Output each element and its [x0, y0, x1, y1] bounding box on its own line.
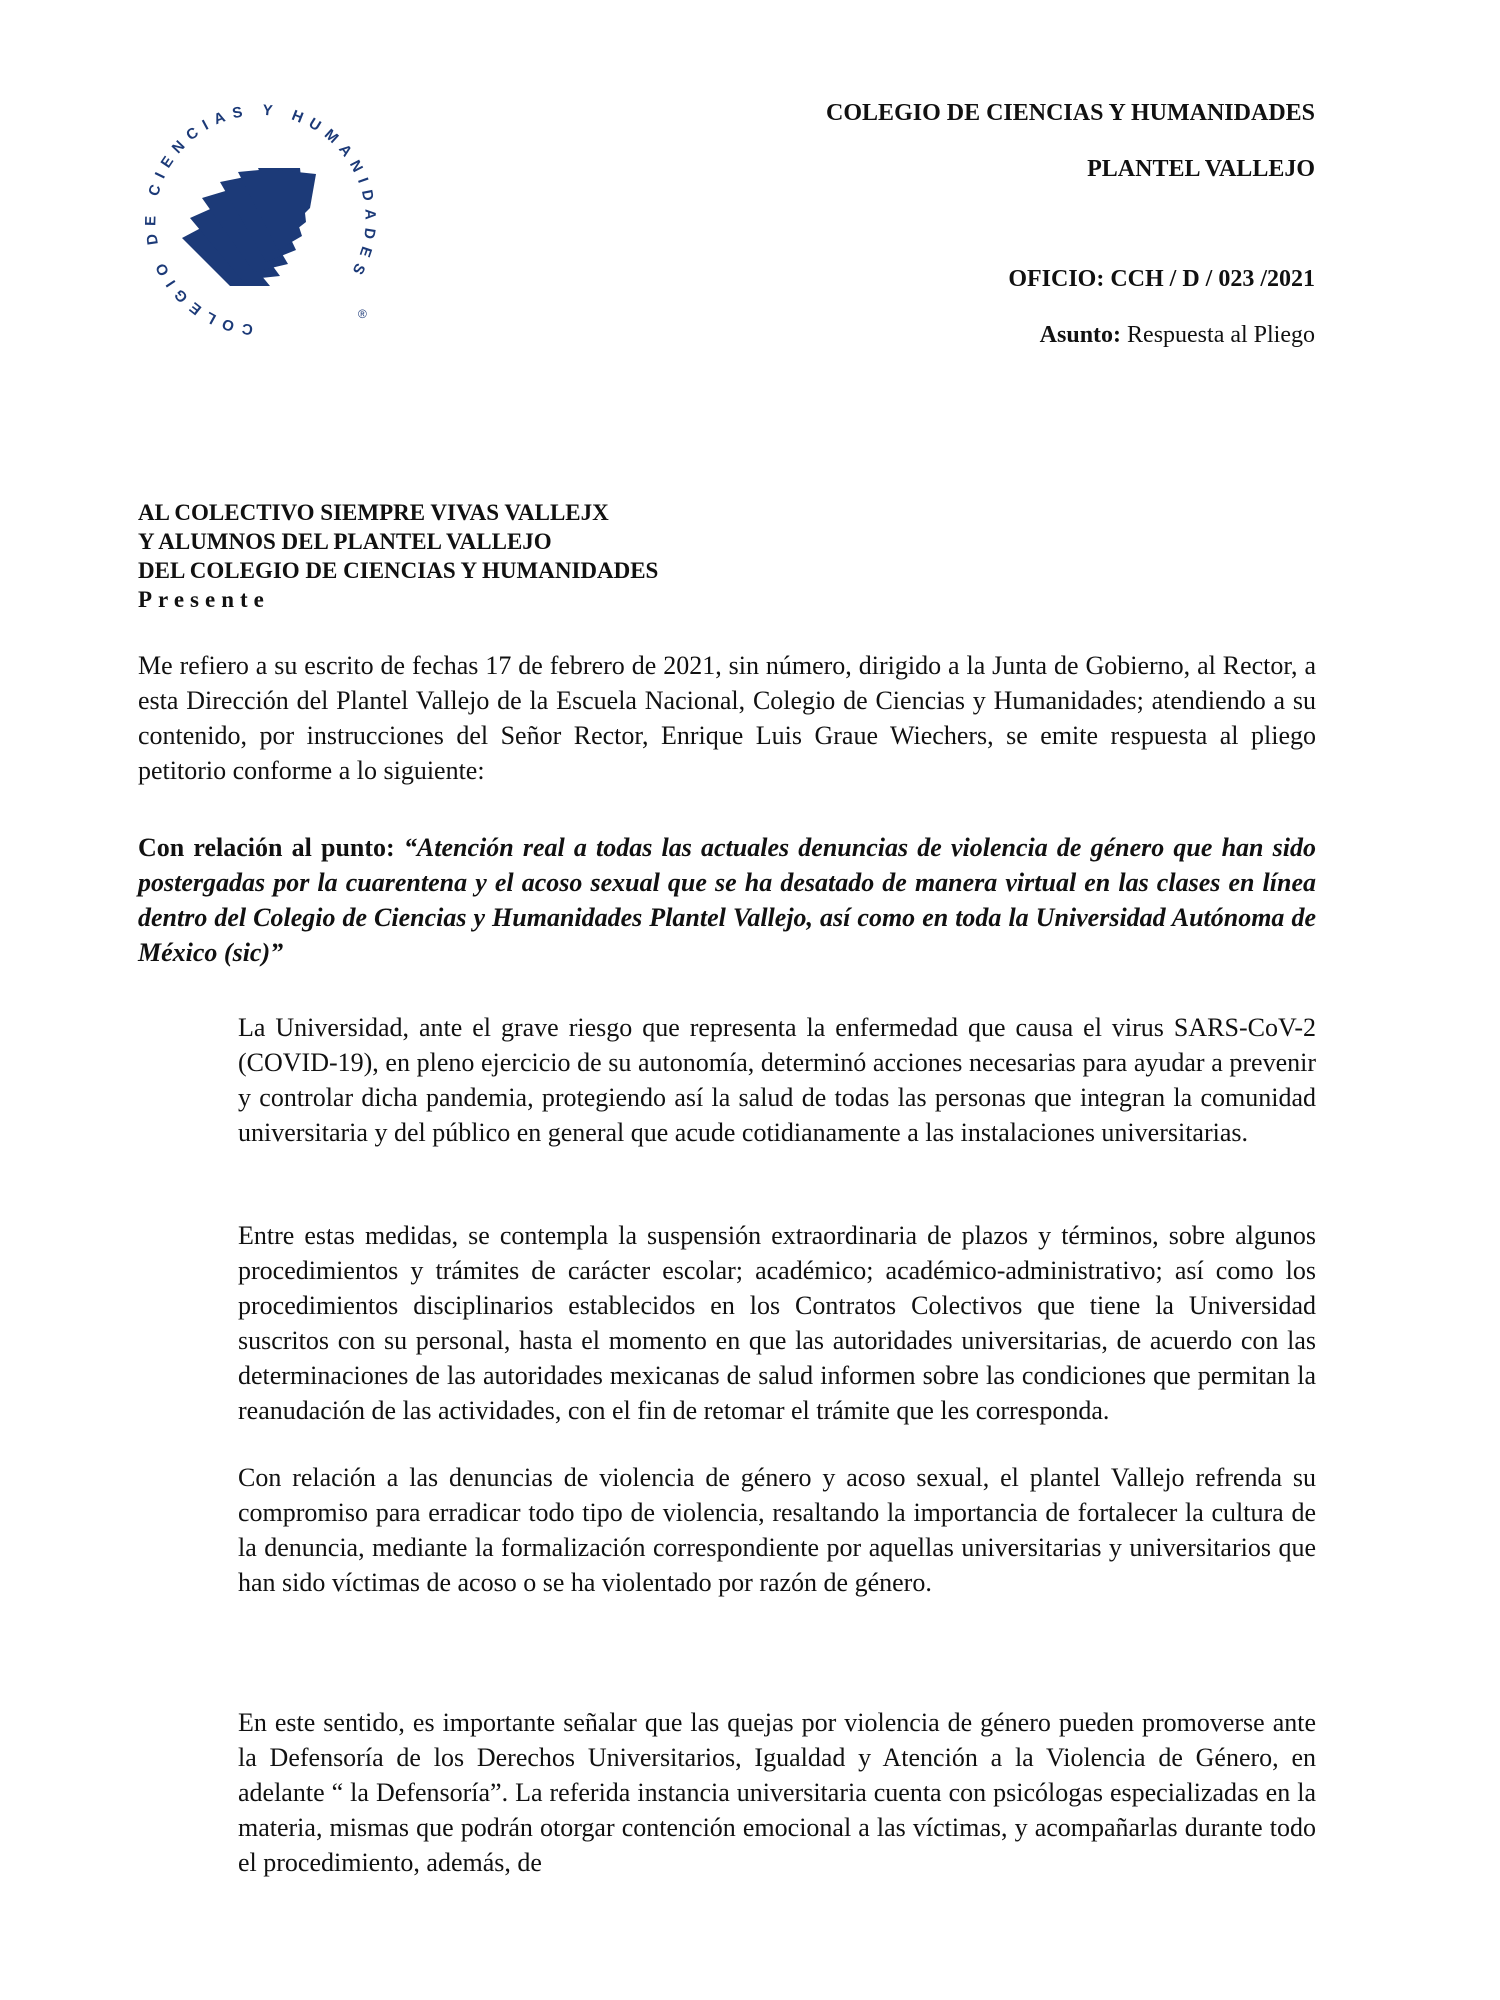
addressee-line: AL COLECTIVO SIEMPRE VIVAS VALLEJX [138, 500, 609, 525]
institution-name: COLEGIO DE CIENCIAS Y HUMANIDADES [826, 100, 1315, 126]
topic-quote: “Atención real a todas las actuales denuncias de violencia de género que han sido postergadas por la cuarentena y el acoso sexual que se ha desatado de manera virtual en las clases en línea dentro del Colegio de Ciencias y Humanidades Plantel Vallejo, así como en toda la Universidad Autónoma de México (sic)” [138, 833, 1317, 967]
body-paragraph: Con relación a las denuncias de violencia de género y acoso sexual, el plantel Vallejo refrenda su compromiso para erradicar todo tipo de violencia, resaltando la importancia de fortalecer la cultura de la denuncia, mediante la formalización correspondiente por aquellas universitarias y universitarios que han sido víctimas de acoso o se ha violentado por razón de género. [238, 1463, 1316, 1597]
body-paragraph: Entre estas medidas, se contempla la suspensión extraordinaria de plazos y términos, sobre algunos procedimientos y trámites de carácter escolar; académico; académico-administrativo; así como los procedimientos disciplinarios establecidos en los Contratos Colectivos que tiene la Universidad suscritos con su personal, hasta el momento en que las autoridades universitarias, de acuerdo con las determinaciones de las autoridades mexicanas de salud informen sobre las condiciones que permitan la reanudación de las actividades, con el fin de retomar el trámite que les corresponda. [238, 1221, 1316, 1425]
addressee-block [138, 498, 658, 614]
cch-logo-graphic [130, 90, 390, 350]
cch-logo [130, 90, 390, 350]
asunto-value: Respuesta al Pliego [1127, 322, 1315, 348]
campus-name: PLANTEL VALLEJO [1087, 156, 1315, 182]
oficio-number: OFICIO: CCH / D / 023 /2021 [1008, 266, 1315, 292]
topic-heading [138, 830, 1316, 970]
logo-ring-text: COLEGIO DE CIENCIAS Y HUMANIDADES [142, 101, 379, 339]
body-paragraph: La Universidad, ante el grave riesgo que representa la enfermedad que causa el virus SARS-CoV-2 (COVID-19), en pleno ejercicio de su autonomía, determinó acciones necesarias para ayudar a prevenir y controlar dicha pandemia, protegiendo así la salud de todas las personas que integran la comunidad universitaria y del público en general que acude cotidianamente a las instalaciones universitarias. [238, 1013, 1316, 1147]
topic-label: Con relación al punto: [138, 833, 395, 862]
addressee-line: DEL COLEGIO DE CIENCIAS Y HUMANIDADES [138, 558, 659, 583]
body-paragraph: En este sentido, es importante señalar que las quejas por violencia de género pueden promoverse ante la Defensoría de los Derechos Universitarios, Igualdad y Atención a la Violencia de Género, en adelante “ la Defensoría”. La referida instancia universitaria cuenta con psicólogas especializadas en la materia, mismas que podrán otorgar contención emocional a las víctimas, y acompañarlas durante todo el procedimiento, además, de [238, 1708, 1316, 1877]
addressee-line: Y ALUMNOS DEL PLANTEL VALLEJO [138, 529, 552, 554]
intro-paragraph: Me refiero a su escrito de fechas 17 de febrero de 2021, sin número, dirigido a la Junta de Gobierno, al Rector, a esta Dirección del Plantel Vallejo de la Escuela Nacional, Colegio de Ciencias y Humanidades; atendiendo a su contenido, por instrucciones del Señor Rector, Enrique Luis Graue Wiechers, se emite respuesta al pliego petitorio conforme a lo siguiente: [138, 651, 1316, 785]
presente-salutation: Presente [138, 587, 270, 612]
asunto-label: Asunto: [1039, 322, 1122, 348]
asunto-line [1040, 322, 1315, 349]
registered-mark: ® [358, 307, 367, 321]
